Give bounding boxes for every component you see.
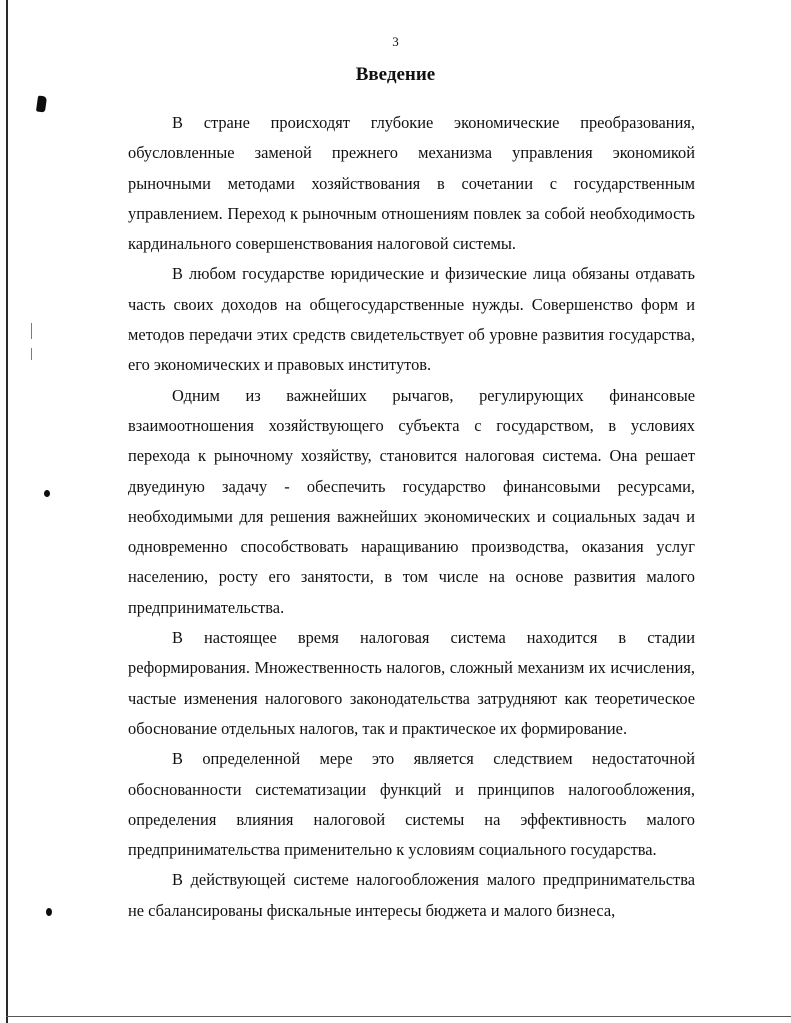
scan-artifact-line [31, 323, 32, 339]
paragraph-1: В стране происходят глубокие экономические преобразования, обусловленные заменой прежнего механизма управления экономикой рыночными методами хозяйствования в сочетании с государственным управлением. Переход к рыночным отношениям повлек за собой необходимость кардинального совершенствования налоговой системы. [128, 113, 695, 254]
scan-punch-hole [44, 490, 50, 497]
paragraph-5: В определенной мере это является следствием недостаточной обоснованности систематизации функций и принципов налогообложения, определения влияния налоговой системы на эффективность малого предпринимательства применительно к условиям социального государства. [128, 749, 695, 860]
scan-ink-mark [36, 95, 47, 112]
scan-artifact-line [31, 348, 32, 360]
paragraph-2: В любом государстве юридические и физические лица обязаны отдавать часть своих доходов на общегосударственные нужды. Совершенство форм и методов передачи этих средств свидетельствует об уровне развития государства, его экономических и правовых институтов. [128, 264, 695, 375]
document-body [128, 108, 695, 926]
paragraph-4: В настоящее время налоговая система находится в стадии реформирования. Множественность налогов, сложный механизм их исчисления, частые изменения налогового законодательства затрудняют как теоретическое обоснование отдельных налогов, так и практическое их формирование. [128, 628, 695, 738]
paragraph-3: Одним из важнейших рычагов, регулирующих финансовые взаимоотношения хозяйствующего субъекта с государством, в условиях перехода к рыночному хозяйству, становится налоговая система. Она решает двуединую задачу - обеспечить государство финансовыми ресурсами, необходимыми для решения важнейших экономических и социальных задач и одновременно способствовать наращиванию производства, оказания услуг населению, росту его занятости, в том числе на основе развития малого предпринимательства. [128, 385, 695, 617]
page-title: Введение [355, 64, 436, 85]
page-number: 3 [392, 34, 399, 49]
scan-bottom-edge-line [6, 1016, 791, 1017]
scan-left-edge-line [6, 0, 8, 1023]
scan-punch-hole [46, 908, 52, 916]
paragraph-6: В действующей системе налогообложения малого предпринимательства не сбалансированы фискальные интересы бюджета и малого бизнеса, [128, 870, 695, 920]
